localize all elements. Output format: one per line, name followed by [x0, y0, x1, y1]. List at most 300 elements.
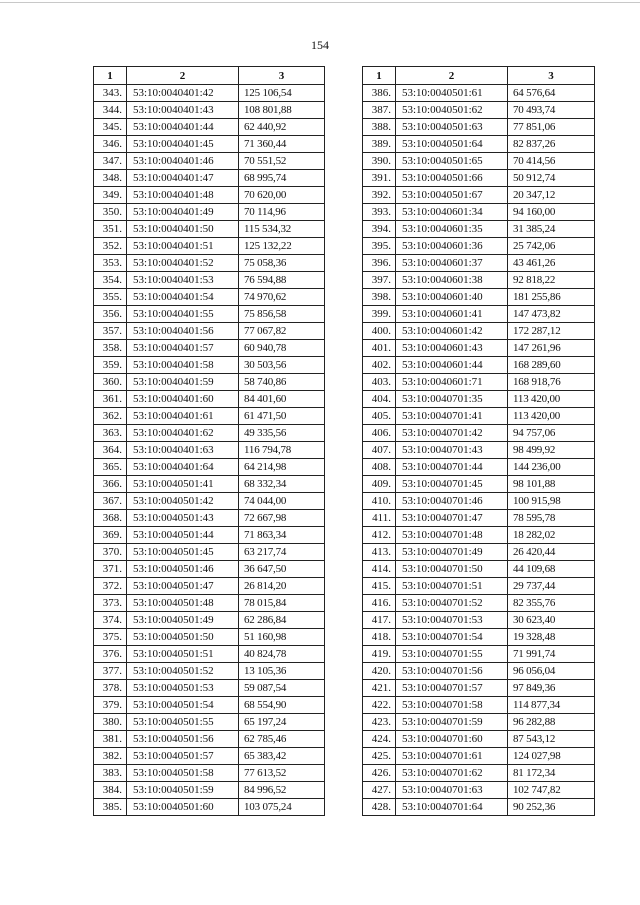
cost-value: 115 534,32: [239, 221, 325, 238]
cadastral-number: 53:10:0040701:55: [396, 646, 508, 663]
cost-value: 84 996,52: [239, 782, 325, 799]
table-row: [94, 629, 325, 646]
row-number: 345.: [94, 119, 127, 136]
cadastral-number: 53:10:0040701:58: [396, 697, 508, 714]
row-number: 347.: [94, 153, 127, 170]
cadastral-number: 53:10:0040701:54: [396, 629, 508, 646]
table-row: [363, 714, 595, 731]
cadastral-number: 53:10:0040701:44: [396, 459, 508, 476]
cadastral-number: 53:10:0040501:64: [396, 136, 508, 153]
table-row: [94, 663, 325, 680]
row-number: 362.: [94, 408, 127, 425]
cadastral-number: 53:10:0040501:63: [396, 119, 508, 136]
cadastral-number: 53:10:0040501:54: [127, 697, 239, 714]
row-number: 424.: [363, 731, 396, 748]
cost-value: 96 056,04: [508, 663, 595, 680]
row-number: 390.: [363, 153, 396, 170]
cadastral-number: 53:10:0040501:58: [127, 765, 239, 782]
cost-value: 70 551,52: [239, 153, 325, 170]
table-row: [363, 85, 595, 102]
cost-value: 75 856,58: [239, 306, 325, 323]
header-col-1: 1: [94, 67, 127, 85]
row-number: 380.: [94, 714, 127, 731]
row-number: 421.: [363, 680, 396, 697]
table-row: [94, 204, 325, 221]
row-number: 351.: [94, 221, 127, 238]
cadastral-number: 53:10:0040701:48: [396, 527, 508, 544]
cadastral-number: 53:10:0040501:59: [127, 782, 239, 799]
cost-value: 62 440,92: [239, 119, 325, 136]
cadastral-number: 53:10:0040401:42: [127, 85, 239, 102]
table-row: [94, 714, 325, 731]
table-row: [94, 731, 325, 748]
table-row: [363, 663, 595, 680]
row-number: 389.: [363, 136, 396, 153]
row-number: 399.: [363, 306, 396, 323]
cost-value: 77 067,82: [239, 323, 325, 340]
table-row: [94, 561, 325, 578]
cadastral-number: 53:10:0040501:45: [127, 544, 239, 561]
table-row: [363, 221, 595, 238]
cost-value: 124 027,98: [508, 748, 595, 765]
table-row: [94, 646, 325, 663]
cost-value: 74 044,00: [239, 493, 325, 510]
row-number: 413.: [363, 544, 396, 561]
row-number: 348.: [94, 170, 127, 187]
cadastral-table-left: [93, 66, 325, 816]
cost-value: 44 109,68: [508, 561, 595, 578]
cadastral-number: 53:10:0040501:44: [127, 527, 239, 544]
row-number: 370.: [94, 544, 127, 561]
cost-value: 68 554,90: [239, 697, 325, 714]
table-row: [94, 221, 325, 238]
table-row: [363, 102, 595, 119]
cadastral-number: 53:10:0040401:56: [127, 323, 239, 340]
page-number: 154: [311, 38, 329, 52]
table-row: [363, 119, 595, 136]
cost-value: 71 991,74: [508, 646, 595, 663]
cadastral-number: 53:10:0040501:55: [127, 714, 239, 731]
header-col-2: 2: [396, 67, 508, 85]
row-number: 420.: [363, 663, 396, 680]
row-number: 355.: [94, 289, 127, 306]
cadastral-table-right: [362, 66, 595, 816]
table-row: [94, 374, 325, 391]
cadastral-number: 53:10:0040701:45: [396, 476, 508, 493]
cadastral-number: 53:10:0040401:57: [127, 340, 239, 357]
table-row: [94, 272, 325, 289]
table-row: [363, 629, 595, 646]
cost-value: 147 473,82: [508, 306, 595, 323]
cost-value: 98 101,88: [508, 476, 595, 493]
cadastral-number: 53:10:0040401:47: [127, 170, 239, 187]
cost-value: 77 851,06: [508, 119, 595, 136]
row-number: 408.: [363, 459, 396, 476]
cadastral-number: 53:10:0040601:43: [396, 340, 508, 357]
table-row: [94, 391, 325, 408]
cost-value: 19 328,48: [508, 629, 595, 646]
cost-value: 84 401,60: [239, 391, 325, 408]
row-number: 377.: [94, 663, 127, 680]
table-row: [363, 697, 595, 714]
row-number: 393.: [363, 204, 396, 221]
row-number: 417.: [363, 612, 396, 629]
table-row: [94, 799, 325, 816]
cost-value: 102 747,82: [508, 782, 595, 799]
row-number: 358.: [94, 340, 127, 357]
table-row: [363, 646, 595, 663]
table-row: [363, 765, 595, 782]
table-row: [94, 238, 325, 255]
table-row: [363, 306, 595, 323]
table-row: [94, 357, 325, 374]
table-row: [363, 238, 595, 255]
cadastral-number: 53:10:0040701:59: [396, 714, 508, 731]
cost-value: 70 493,74: [508, 102, 595, 119]
table-row: [363, 595, 595, 612]
row-number: 425.: [363, 748, 396, 765]
cost-value: 94 160,00: [508, 204, 595, 221]
row-number: 404.: [363, 391, 396, 408]
row-number: 361.: [94, 391, 127, 408]
table-row: [363, 748, 595, 765]
row-number: 375.: [94, 629, 127, 646]
row-number: 426.: [363, 765, 396, 782]
table-row: [94, 119, 325, 136]
row-number: 407.: [363, 442, 396, 459]
table-row: [94, 136, 325, 153]
row-number: 359.: [94, 357, 127, 374]
row-number: 403.: [363, 374, 396, 391]
row-number: 415.: [363, 578, 396, 595]
row-number: 381.: [94, 731, 127, 748]
row-number: 369.: [94, 527, 127, 544]
row-number: 366.: [94, 476, 127, 493]
row-number: 372.: [94, 578, 127, 595]
cadastral-number: 53:10:0040501:43: [127, 510, 239, 527]
header-col-3: 3: [239, 67, 325, 85]
table-row: [363, 544, 595, 561]
cost-value: 51 160,98: [239, 629, 325, 646]
table-row: [363, 578, 595, 595]
table-row: [363, 136, 595, 153]
row-number: 400.: [363, 323, 396, 340]
cadastral-number: 53:10:0040401:49: [127, 204, 239, 221]
cadastral-number: 53:10:0040401:51: [127, 238, 239, 255]
table-row: [363, 255, 595, 272]
cadastral-number: 53:10:0040601:37: [396, 255, 508, 272]
cost-value: 65 197,24: [239, 714, 325, 731]
header-col-3: 3: [508, 67, 595, 85]
cost-value: 72 667,98: [239, 510, 325, 527]
row-number: 406.: [363, 425, 396, 442]
cadastral-number: 53:10:0040401:55: [127, 306, 239, 323]
cadastral-number: 53:10:0040601:35: [396, 221, 508, 238]
cost-value: 31 385,24: [508, 221, 595, 238]
cadastral-number: 53:10:0040701:53: [396, 612, 508, 629]
cadastral-number: 53:10:0040601:42: [396, 323, 508, 340]
row-number: 428.: [363, 799, 396, 816]
cadastral-number: 53:10:0040701:42: [396, 425, 508, 442]
cadastral-number: 53:10:0040401:61: [127, 408, 239, 425]
row-number: 394.: [363, 221, 396, 238]
cadastral-number: 53:10:0040401:54: [127, 289, 239, 306]
cadastral-number: 53:10:0040401:63: [127, 442, 239, 459]
cost-value: 64 576,64: [508, 85, 595, 102]
cost-value: 65 383,42: [239, 748, 325, 765]
cadastral-number: 53:10:0040701:41: [396, 408, 508, 425]
cost-value: 62 785,46: [239, 731, 325, 748]
row-number: 353.: [94, 255, 127, 272]
cost-value: 76 594,88: [239, 272, 325, 289]
cadastral-number: 53:10:0040401:52: [127, 255, 239, 272]
cost-value: 71 863,34: [239, 527, 325, 544]
cost-value: 82 355,76: [508, 595, 595, 612]
cost-value: 78 595,78: [508, 510, 595, 527]
cadastral-number: 53:10:0040501:53: [127, 680, 239, 697]
row-number: 357.: [94, 323, 127, 340]
row-number: 352.: [94, 238, 127, 255]
row-number: 419.: [363, 646, 396, 663]
table-row: [363, 340, 595, 357]
cost-value: 70 620,00: [239, 187, 325, 204]
cadastral-number: 53:10:0040601:71: [396, 374, 508, 391]
table-row: [363, 187, 595, 204]
row-number: 374.: [94, 612, 127, 629]
row-number: 386.: [363, 85, 396, 102]
cost-value: 59 087,54: [239, 680, 325, 697]
table-row: [94, 153, 325, 170]
table-row: [94, 527, 325, 544]
table-row: [363, 510, 595, 527]
table-row: [363, 391, 595, 408]
cost-value: 116 794,78: [239, 442, 325, 459]
table-row: [94, 306, 325, 323]
row-number: 416.: [363, 595, 396, 612]
row-number: 373.: [94, 595, 127, 612]
cadastral-number: 53:10:0040701:51: [396, 578, 508, 595]
cost-value: 30 503,56: [239, 357, 325, 374]
table-row: [363, 357, 595, 374]
cadastral-number: 53:10:0040701:43: [396, 442, 508, 459]
cost-value: 62 286,84: [239, 612, 325, 629]
row-number: 395.: [363, 238, 396, 255]
row-number: 378.: [94, 680, 127, 697]
row-number: 354.: [94, 272, 127, 289]
cost-value: 82 837,26: [508, 136, 595, 153]
row-number: 343.: [94, 85, 127, 102]
table-row: [363, 442, 595, 459]
row-number: 350.: [94, 204, 127, 221]
scan-edge-line: [0, 2, 640, 3]
row-number: 385.: [94, 799, 127, 816]
cost-value: 18 282,02: [508, 527, 595, 544]
table-row: [363, 323, 595, 340]
cost-value: 68 995,74: [239, 170, 325, 187]
cost-value: 108 801,88: [239, 102, 325, 119]
cadastral-number: 53:10:0040401:46: [127, 153, 239, 170]
row-number: 379.: [94, 697, 127, 714]
table-row: [363, 612, 595, 629]
table-row: [94, 85, 325, 102]
table-row: [94, 187, 325, 204]
cadastral-number: 53:10:0040401:64: [127, 459, 239, 476]
cadastral-number: 53:10:0040701:52: [396, 595, 508, 612]
table-row: [94, 255, 325, 272]
row-number: 405.: [363, 408, 396, 425]
cadastral-number: 53:10:0040501:50: [127, 629, 239, 646]
cadastral-number: 53:10:0040601:44: [396, 357, 508, 374]
cost-value: 74 970,62: [239, 289, 325, 306]
table-row: [363, 272, 595, 289]
cadastral-number: 53:10:0040701:35: [396, 391, 508, 408]
cost-value: 63 217,74: [239, 544, 325, 561]
cost-value: 29 737,44: [508, 578, 595, 595]
row-number: 388.: [363, 119, 396, 136]
cadastral-number: 53:10:0040401:43: [127, 102, 239, 119]
cost-value: 36 647,50: [239, 561, 325, 578]
cadastral-number: 53:10:0040401:59: [127, 374, 239, 391]
cadastral-number: 53:10:0040601:38: [396, 272, 508, 289]
row-number: 412.: [363, 527, 396, 544]
row-number: 346.: [94, 136, 127, 153]
row-number: 396.: [363, 255, 396, 272]
table-row: [363, 408, 595, 425]
cadastral-number: 53:10:0040501:41: [127, 476, 239, 493]
cadastral-number: 53:10:0040501:42: [127, 493, 239, 510]
row-number: 427.: [363, 782, 396, 799]
cost-value: 30 623,40: [508, 612, 595, 629]
table-row: [94, 544, 325, 561]
table-row: [363, 476, 595, 493]
row-number: 364.: [94, 442, 127, 459]
cadastral-number: 53:10:0040501:47: [127, 578, 239, 595]
cost-value: 64 214,98: [239, 459, 325, 476]
cost-value: 40 824,78: [239, 646, 325, 663]
cost-value: 98 499,92: [508, 442, 595, 459]
row-number: 382.: [94, 748, 127, 765]
row-number: 418.: [363, 629, 396, 646]
cadastral-number: 53:10:0040501:65: [396, 153, 508, 170]
cost-value: 43 461,26: [508, 255, 595, 272]
row-number: 414.: [363, 561, 396, 578]
row-number: 376.: [94, 646, 127, 663]
row-number: 410.: [363, 493, 396, 510]
table-row: [94, 578, 325, 595]
cost-value: 90 252,36: [508, 799, 595, 816]
cadastral-number: 53:10:0040701:50: [396, 561, 508, 578]
table-row: [94, 697, 325, 714]
cadastral-number: 53:10:0040701:63: [396, 782, 508, 799]
cost-value: 172 287,12: [508, 323, 595, 340]
cost-value: 168 289,60: [508, 357, 595, 374]
row-number: 344.: [94, 102, 127, 119]
cost-value: 113 420,00: [508, 391, 595, 408]
row-number: 365.: [94, 459, 127, 476]
cost-value: 25 742,06: [508, 238, 595, 255]
row-number: 349.: [94, 187, 127, 204]
cadastral-number: 53:10:0040501:66: [396, 170, 508, 187]
cost-value: 96 282,88: [508, 714, 595, 731]
row-number: 363.: [94, 425, 127, 442]
table-row: [94, 680, 325, 697]
cadastral-number: 53:10:0040601:36: [396, 238, 508, 255]
row-number: 402.: [363, 357, 396, 374]
table-row: [363, 680, 595, 697]
cadastral-number: 53:10:0040701:56: [396, 663, 508, 680]
cost-value: 70 114,96: [239, 204, 325, 221]
cost-value: 77 613,52: [239, 765, 325, 782]
row-number: 398.: [363, 289, 396, 306]
cadastral-number: 53:10:0040601:41: [396, 306, 508, 323]
row-number: 411.: [363, 510, 396, 527]
table-row: [363, 153, 595, 170]
cost-value: 113 420,00: [508, 408, 595, 425]
cadastral-number: 53:10:0040501:60: [127, 799, 239, 816]
cost-value: 13 105,36: [239, 663, 325, 680]
header-col-1: 1: [363, 67, 396, 85]
cost-value: 94 757,06: [508, 425, 595, 442]
cadastral-number: 53:10:0040501:48: [127, 595, 239, 612]
cadastral-number: 53:10:0040501:61: [396, 85, 508, 102]
table-row: [94, 493, 325, 510]
table-row: [363, 561, 595, 578]
table-row: [94, 595, 325, 612]
table-row: [94, 748, 325, 765]
table-row: [94, 510, 325, 527]
table-header-row: [94, 67, 325, 85]
row-number: 383.: [94, 765, 127, 782]
cost-value: 87 543,12: [508, 731, 595, 748]
cadastral-number: 53:10:0040501:56: [127, 731, 239, 748]
cadastral-number: 53:10:0040501:57: [127, 748, 239, 765]
cost-value: 168 918,76: [508, 374, 595, 391]
cost-value: 49 335,56: [239, 425, 325, 442]
cadastral-number: 53:10:0040601:40: [396, 289, 508, 306]
cost-value: 125 132,22: [239, 238, 325, 255]
table-row: [94, 102, 325, 119]
cadastral-number: 53:10:0040701:46: [396, 493, 508, 510]
cadastral-number: 53:10:0040701:64: [396, 799, 508, 816]
row-number: 422.: [363, 697, 396, 714]
table-row: [94, 425, 325, 442]
cadastral-number: 53:10:0040501:51: [127, 646, 239, 663]
row-number: 391.: [363, 170, 396, 187]
table-header-row: [363, 67, 595, 85]
table-row: [363, 425, 595, 442]
table-row: [94, 459, 325, 476]
table-row: [94, 323, 325, 340]
cost-value: 58 740,86: [239, 374, 325, 391]
row-number: 368.: [94, 510, 127, 527]
row-number: 387.: [363, 102, 396, 119]
cadastral-number: 53:10:0040401:62: [127, 425, 239, 442]
cost-value: 144 236,00: [508, 459, 595, 476]
table-row: [94, 765, 325, 782]
cost-value: 97 849,36: [508, 680, 595, 697]
cost-value: 125 106,54: [239, 85, 325, 102]
table-row: [363, 799, 595, 816]
cadastral-number: 53:10:0040501:52: [127, 663, 239, 680]
row-number: 367.: [94, 493, 127, 510]
cost-value: 147 261,96: [508, 340, 595, 357]
cost-value: 71 360,44: [239, 136, 325, 153]
cost-value: 103 075,24: [239, 799, 325, 816]
table-row: [363, 782, 595, 799]
cost-value: 50 912,74: [508, 170, 595, 187]
row-number: 397.: [363, 272, 396, 289]
row-number: 360.: [94, 374, 127, 391]
